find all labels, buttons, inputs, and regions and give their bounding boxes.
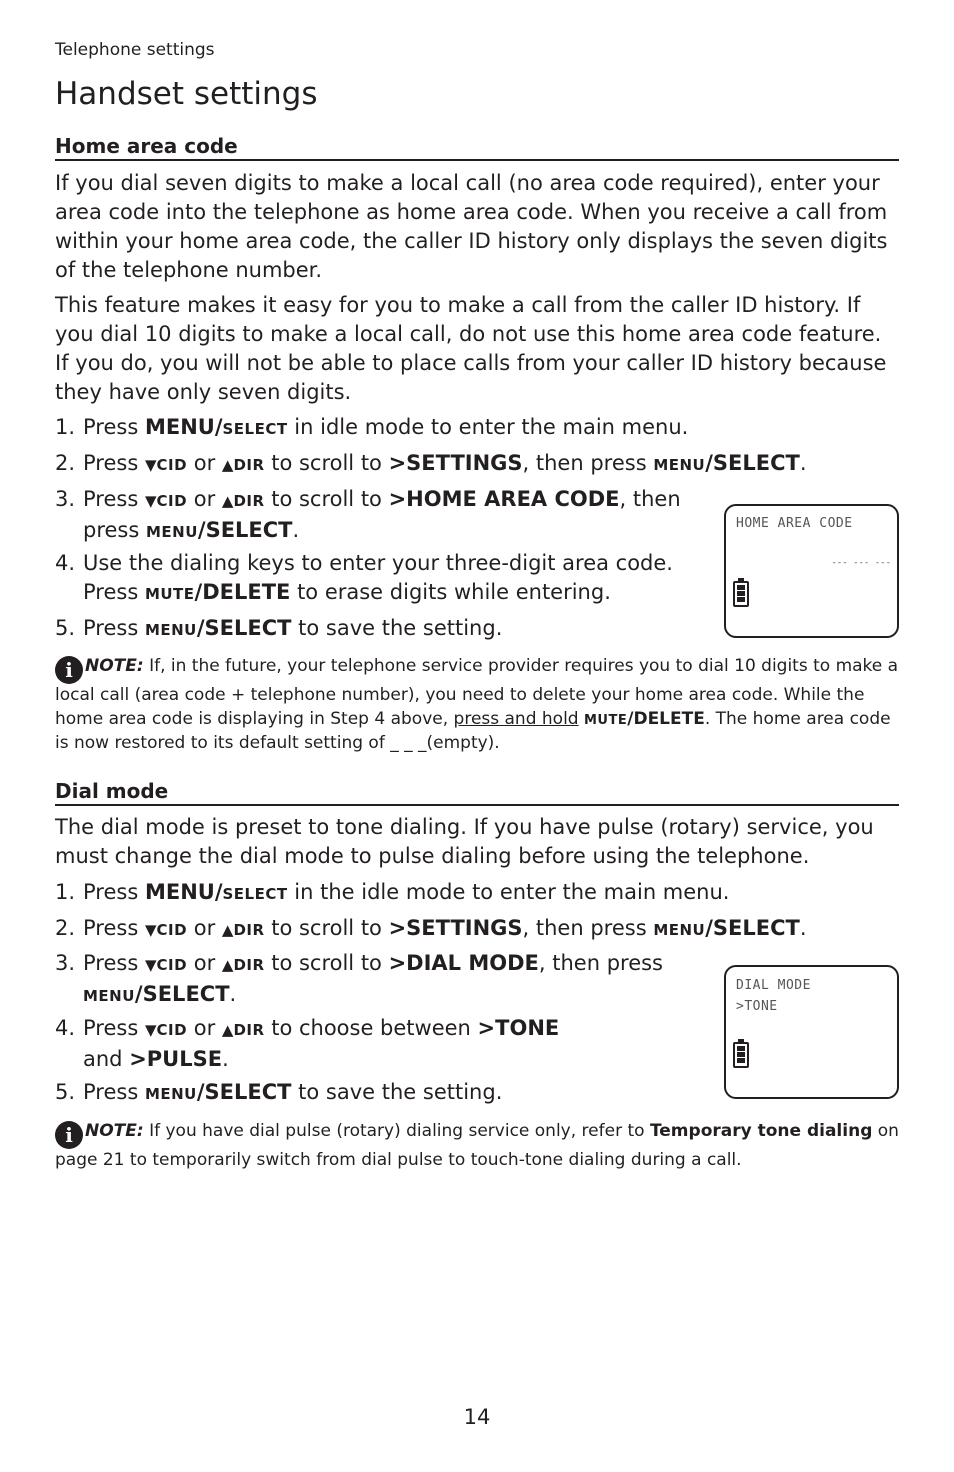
- page-number: 14: [463, 1405, 491, 1429]
- battery-icon: [733, 1042, 749, 1068]
- step-1: 1. Press MENU/SELECT in the idle mode to enter the main menu.: [55, 880, 730, 904]
- dial-mode-intro: The dial mode is preset to tone dialing. If you have pulse (rotary) service, you must change the dial mode to pulse dialing before using the telephone.: [55, 815, 874, 868]
- note-home-area-code: i NOTE: If, in the future, your telephone service provider requires you to dial 10 digits to make a local call (area code + telephone number), you need to delete your home area code. While the home area code is displaying in Step 4 above, press and hold MUTE/DELETE. The home area code is now restored to its default setting of _ _ _(empty).: [55, 656, 899, 753]
- down-arrow-icon: ▼: [144, 492, 157, 510]
- down-arrow-icon: ▼: [144, 921, 157, 939]
- step-1: 1. Press MENU/SELECT in idle mode to enter the main menu.: [55, 415, 689, 439]
- running-header: Telephone settings: [55, 40, 215, 60]
- up-arrow-icon: ▲: [221, 921, 234, 939]
- info-icon: i: [55, 1121, 83, 1149]
- up-arrow-icon: ▲: [221, 956, 234, 974]
- handset-screen-home-area-code: [724, 504, 899, 638]
- note-dial-mode: i NOTE: If you have dial pulse (rotary) dialing service only, refer to Temporary tone dialing on page 21 to temporarily switch from dial pulse to touch-tone dialing during a call.: [55, 1121, 899, 1170]
- step-2: 2. Press ▼CID or ▲DIR to scroll to >SETTINGS, then press MENU/SELECT.: [55, 916, 807, 940]
- home-area-code-intro: If you dial seven digits to make a local call (no area code required), enter your area code into the telephone as home area code. When you receive a call from within your home area code, the caller ID history only displays the seven digits of the telephone number.: [55, 171, 888, 282]
- down-arrow-icon: ▼: [144, 956, 157, 974]
- step-5: 5. Press MENU/SELECT to save the setting.: [55, 1080, 503, 1104]
- section-heading-home-area-code: Home area code: [55, 134, 899, 161]
- screen-dashes: --- --- ---: [831, 558, 891, 568]
- page-title: Handset settings: [55, 76, 318, 112]
- down-arrow-icon: ▼: [144, 456, 157, 474]
- up-arrow-icon: ▲: [221, 1021, 234, 1039]
- screen-line-2: >TONE: [736, 999, 778, 1014]
- up-arrow-icon: ▲: [221, 456, 234, 474]
- step-5: 5. Press MENU/SELECT to save the setting.: [55, 616, 503, 640]
- home-area-code-feature: This feature makes it easy for you to make a call from the caller ID history. If you dial 10 digits to make a local call, do not use this home area code feature. If you do, you will not be able to place calls from your caller ID history because they have only seven digits.: [55, 293, 887, 404]
- up-arrow-icon: ▲: [221, 492, 234, 510]
- step-3: 3. Press ▼CID or ▲DIR to scroll to >DIAL MODE, then press MENU/SELECT.: [55, 951, 663, 1006]
- screen-line-1: DIAL MODE: [736, 978, 811, 993]
- step-3: 3. Press ▼CID or ▲DIR to scroll to >HOME AREA CODE, then press MENU/SELECT.: [55, 487, 681, 542]
- handset-screen-dial-mode: [724, 965, 899, 1099]
- step-4: 4. Use the dialing keys to enter your three-digit area code. Press MUTE/DELETE to erase digits while entering.: [55, 551, 673, 604]
- step-4: 4. Press ▼CID or ▲DIR to choose between >TONE and >PULSE.: [55, 1016, 560, 1071]
- screen-line-1: HOME AREA CODE: [736, 516, 853, 531]
- section-heading-dial-mode: Dial mode: [55, 779, 899, 806]
- battery-icon: [733, 581, 749, 607]
- step-2: 2. Press ▼CID or ▲DIR to scroll to >SETTINGS, then press MENU/SELECT.: [55, 451, 807, 475]
- down-arrow-icon: ▼: [144, 1021, 157, 1039]
- info-icon: i: [55, 656, 83, 684]
